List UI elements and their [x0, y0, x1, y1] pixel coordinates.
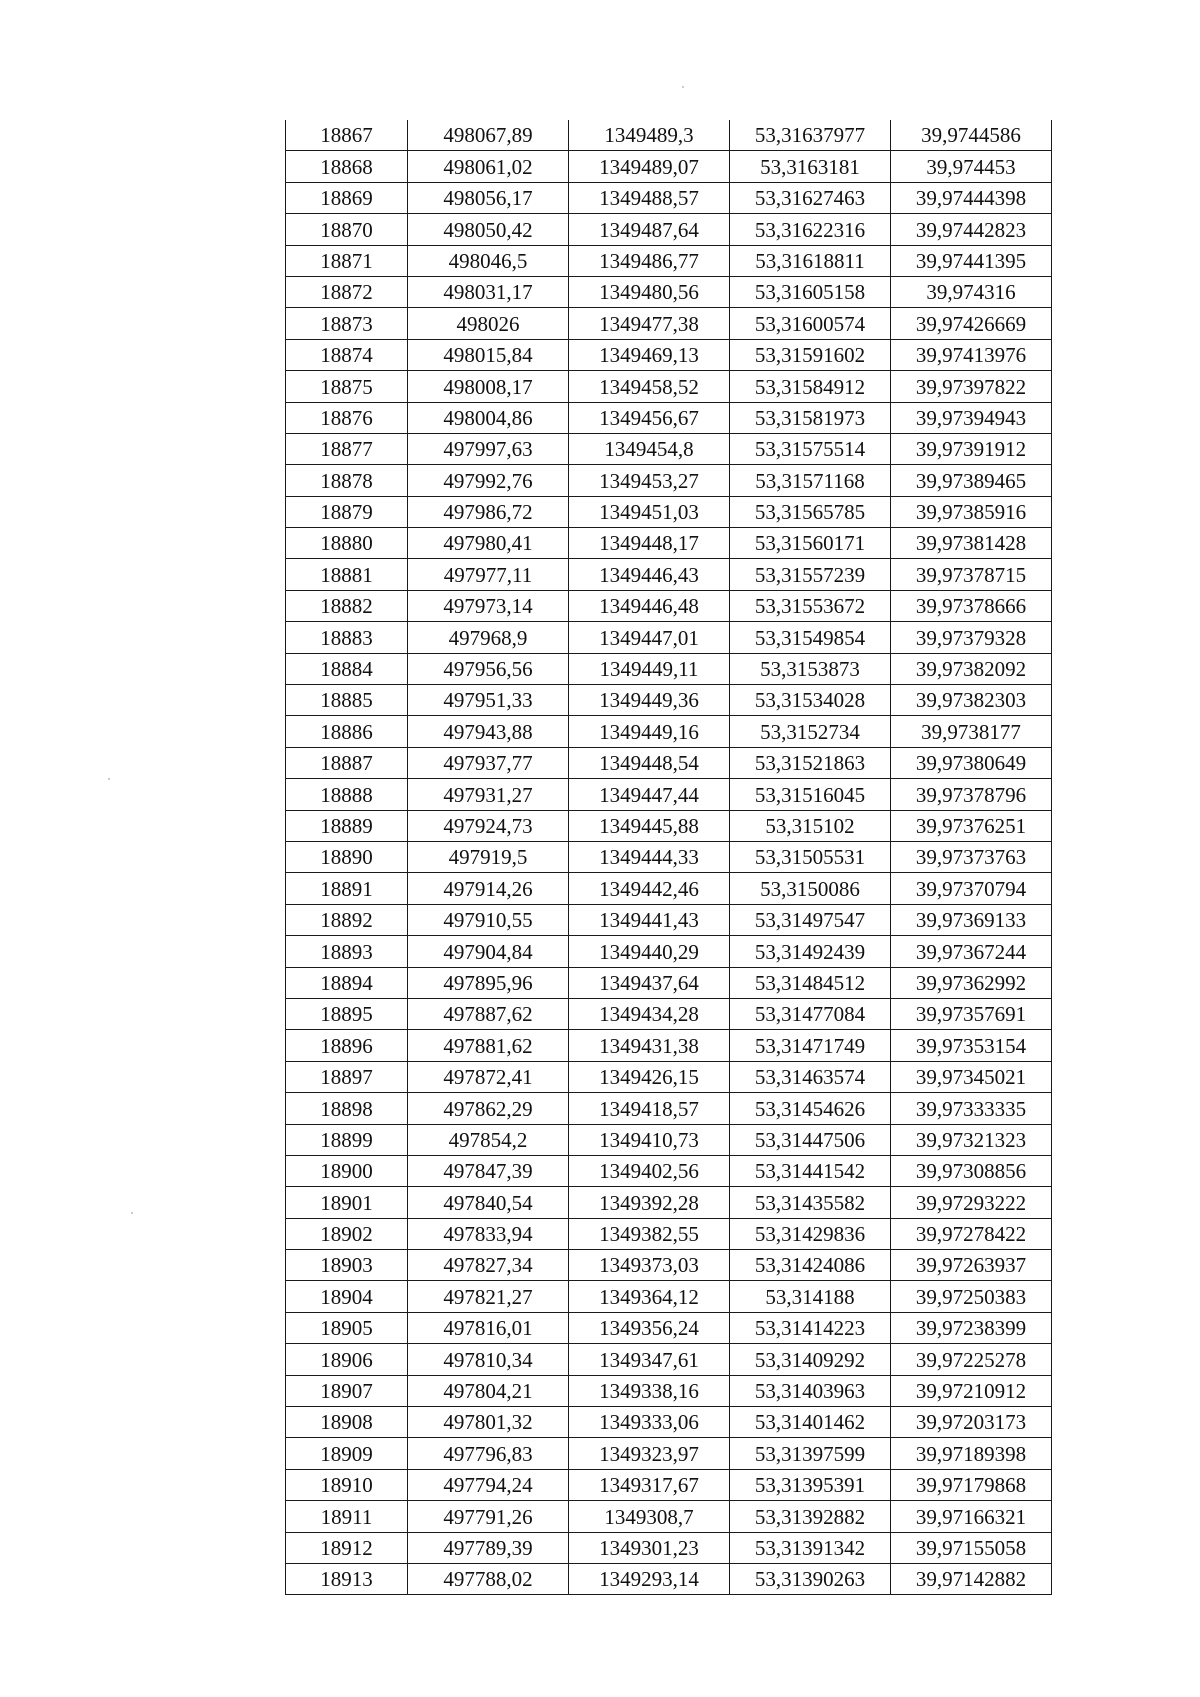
table-cell: 497904,84 [408, 936, 569, 967]
table-cell: 1349434,28 [569, 998, 730, 1029]
table-cell: 53,31584912 [730, 371, 891, 402]
table-cell: 53,3150086 [730, 873, 891, 904]
table-cell: 18874 [286, 339, 408, 370]
table-cell: 18908 [286, 1407, 408, 1438]
table-cell: 53,31441542 [730, 1155, 891, 1186]
table-cell: 18894 [286, 967, 408, 998]
table-cell: 497919,5 [408, 841, 569, 872]
table-cell: 39,97362992 [891, 967, 1052, 998]
table-row [286, 1155, 1052, 1186]
table-cell: 1349347,61 [569, 1344, 730, 1375]
table-cell: 53,31605158 [730, 276, 891, 307]
table-row [286, 685, 1052, 716]
table-cell: 53,31622316 [730, 214, 891, 245]
table-cell: 497977,11 [408, 559, 569, 590]
table-cell: 39,97378666 [891, 590, 1052, 621]
table-row [286, 1375, 1052, 1406]
table-cell: 39,97378715 [891, 559, 1052, 590]
table-cell: 18868 [286, 151, 408, 182]
table-cell: 53,31492439 [730, 936, 891, 967]
table-row [286, 1407, 1052, 1438]
table-cell: 498050,42 [408, 214, 569, 245]
table-cell: 18882 [286, 590, 408, 621]
table-cell: 39,97278422 [891, 1218, 1052, 1249]
table-cell: 53,31392882 [730, 1501, 891, 1532]
table-cell: 497827,34 [408, 1250, 569, 1281]
table-cell: 39,97353154 [891, 1030, 1052, 1061]
table-cell: 53,31424086 [730, 1250, 891, 1281]
table-cell: 1349373,03 [569, 1250, 730, 1281]
table-cell: 497986,72 [408, 496, 569, 527]
table-cell: 53,31521863 [730, 747, 891, 778]
table-cell: 39,97444398 [891, 182, 1052, 213]
table-cell: 1349293,14 [569, 1563, 730, 1594]
table-cell: 1349453,27 [569, 465, 730, 496]
table-cell: 39,97381428 [891, 528, 1052, 559]
table-cell: 1349323,97 [569, 1438, 730, 1469]
table-cell: 1349486,77 [569, 245, 730, 276]
table-cell: 53,31397599 [730, 1438, 891, 1469]
table-cell: 1349487,64 [569, 214, 730, 245]
table-cell: 18879 [286, 496, 408, 527]
scan-speck [108, 778, 110, 780]
table-cell: 53,31471749 [730, 1030, 891, 1061]
table-cell: 18880 [286, 528, 408, 559]
table-cell: 53,31575514 [730, 433, 891, 464]
table-cell: 39,97441395 [891, 245, 1052, 276]
table-cell: 18906 [286, 1344, 408, 1375]
table-cell: 18898 [286, 1093, 408, 1124]
table-cell: 1349447,01 [569, 622, 730, 653]
table-cell: 497801,32 [408, 1407, 569, 1438]
table-cell: 18907 [286, 1375, 408, 1406]
table-cell: 53,315102 [730, 810, 891, 841]
table-row [286, 653, 1052, 684]
table-cell: 18913 [286, 1563, 408, 1594]
table-cell: 39,97166321 [891, 1501, 1052, 1532]
table-cell: 497789,39 [408, 1532, 569, 1563]
table-cell: 39,97376251 [891, 810, 1052, 841]
table-cell: 53,31549854 [730, 622, 891, 653]
table-row [286, 371, 1052, 402]
table-cell: 18870 [286, 214, 408, 245]
table-cell: 53,31571168 [730, 465, 891, 496]
table-cell: 1349440,29 [569, 936, 730, 967]
table-cell: 39,97370794 [891, 873, 1052, 904]
table-row [286, 214, 1052, 245]
table-cell: 53,31591602 [730, 339, 891, 370]
table-cell: 18904 [286, 1281, 408, 1312]
table-row [286, 1438, 1052, 1469]
scan-speck [131, 1212, 133, 1214]
table-cell: 18911 [286, 1501, 408, 1532]
table-cell: 498046,5 [408, 245, 569, 276]
table-cell: 53,31391342 [730, 1532, 891, 1563]
table-row [286, 402, 1052, 433]
table-cell: 497914,26 [408, 873, 569, 904]
table-cell: 497887,62 [408, 998, 569, 1029]
table-cell: 39,97369133 [891, 904, 1052, 935]
table-cell: 53,31637977 [730, 120, 891, 151]
table-cell: 18900 [286, 1155, 408, 1186]
table-cell: 497931,27 [408, 779, 569, 810]
table-row [286, 904, 1052, 935]
table-cell: 53,31557239 [730, 559, 891, 590]
table-cell: 39,97357691 [891, 998, 1052, 1029]
table-cell: 497992,76 [408, 465, 569, 496]
table-cell: 53,3163181 [730, 151, 891, 182]
table-row [286, 1061, 1052, 1092]
table-cell: 39,97397822 [891, 371, 1052, 402]
table-cell: 18895 [286, 998, 408, 1029]
table-cell: 498067,89 [408, 120, 569, 151]
table-row [286, 1250, 1052, 1281]
table-row [286, 873, 1052, 904]
table-cell: 39,9738177 [891, 716, 1052, 747]
table-cell: 498008,17 [408, 371, 569, 402]
table-row [286, 496, 1052, 527]
coordinates-table [285, 120, 1052, 1595]
table-cell: 1349458,52 [569, 371, 730, 402]
table-cell: 18884 [286, 653, 408, 684]
table-cell: 18871 [286, 245, 408, 276]
table-cell: 18885 [286, 685, 408, 716]
table-cell: 39,97179868 [891, 1469, 1052, 1500]
table-cell: 1349477,38 [569, 308, 730, 339]
table-cell: 497973,14 [408, 590, 569, 621]
table-cell: 1349469,13 [569, 339, 730, 370]
table-cell: 497833,94 [408, 1218, 569, 1249]
table-cell: 1349333,06 [569, 1407, 730, 1438]
table-cell: 39,97379328 [891, 622, 1052, 653]
table-cell: 18878 [286, 465, 408, 496]
table-cell: 498031,17 [408, 276, 569, 307]
table-row [286, 1187, 1052, 1218]
table-cell: 18890 [286, 841, 408, 872]
table-cell: 498026 [408, 308, 569, 339]
table-cell: 18902 [286, 1218, 408, 1249]
table-cell: 1349317,67 [569, 1469, 730, 1500]
table-row [286, 465, 1052, 496]
table-cell: 497968,9 [408, 622, 569, 653]
table-cell: 39,974316 [891, 276, 1052, 307]
table-cell: 497895,96 [408, 967, 569, 998]
table-cell: 53,3153873 [730, 653, 891, 684]
table-cell: 497881,62 [408, 1030, 569, 1061]
table-cell: 497854,2 [408, 1124, 569, 1155]
table-cell: 18905 [286, 1312, 408, 1343]
table-cell: 18875 [286, 371, 408, 402]
table-row [286, 120, 1052, 151]
table-cell: 497796,83 [408, 1438, 569, 1469]
table-cell: 1349488,57 [569, 182, 730, 213]
table-cell: 39,97367244 [891, 936, 1052, 967]
table-cell: 1349392,28 [569, 1187, 730, 1218]
table-cell: 53,31534028 [730, 685, 891, 716]
table-cell: 39,97210912 [891, 1375, 1052, 1406]
table-row [286, 1501, 1052, 1532]
table-cell: 1349301,23 [569, 1532, 730, 1563]
table-cell: 53,31401462 [730, 1407, 891, 1438]
table-row [286, 810, 1052, 841]
table-cell: 18867 [286, 120, 408, 151]
table-cell: 1349447,44 [569, 779, 730, 810]
table-row [286, 1030, 1052, 1061]
table-cell: 1349445,88 [569, 810, 730, 841]
table-cell: 497791,26 [408, 1501, 569, 1532]
table-cell: 18887 [286, 747, 408, 778]
table-cell: 53,31484512 [730, 967, 891, 998]
table-cell: 18888 [286, 779, 408, 810]
table-cell: 53,31395391 [730, 1469, 891, 1500]
table-row [286, 1093, 1052, 1124]
table-cell: 53,31516045 [730, 779, 891, 810]
table-cell: 497937,77 [408, 747, 569, 778]
table-row [286, 967, 1052, 998]
table-cell: 53,31553672 [730, 590, 891, 621]
table-cell: 1349449,16 [569, 716, 730, 747]
table-cell: 497924,73 [408, 810, 569, 841]
table-row [286, 622, 1052, 653]
table-row [286, 936, 1052, 967]
table-cell: 497794,24 [408, 1469, 569, 1500]
table-cell: 39,97389465 [891, 465, 1052, 496]
table-cell: 1349418,57 [569, 1093, 730, 1124]
table-cell: 39,97225278 [891, 1344, 1052, 1375]
table-cell: 53,31477084 [730, 998, 891, 1029]
table-cell: 1349338,16 [569, 1375, 730, 1406]
table-cell: 18893 [286, 936, 408, 967]
table-cell: 39,97189398 [891, 1438, 1052, 1469]
table-row [286, 747, 1052, 778]
table-cell: 39,97378796 [891, 779, 1052, 810]
table-cell: 498061,02 [408, 151, 569, 182]
table-cell: 1349451,03 [569, 496, 730, 527]
table-cell: 39,97203173 [891, 1407, 1052, 1438]
table-cell: 39,9744586 [891, 120, 1052, 151]
table-cell: 1349489,07 [569, 151, 730, 182]
table-cell: 53,31409292 [730, 1344, 891, 1375]
table-cell: 53,31560171 [730, 528, 891, 559]
table-cell: 39,97391912 [891, 433, 1052, 464]
table-cell: 53,31463574 [730, 1061, 891, 1092]
table-cell: 53,31581973 [730, 402, 891, 433]
table-cell: 18901 [286, 1187, 408, 1218]
table-cell: 53,31600574 [730, 308, 891, 339]
table-cell: 497862,29 [408, 1093, 569, 1124]
table-row [286, 1218, 1052, 1249]
table-cell: 497816,01 [408, 1312, 569, 1343]
table-cell: 497980,41 [408, 528, 569, 559]
table-cell: 1349448,54 [569, 747, 730, 778]
table-cell: 498056,17 [408, 182, 569, 213]
table-cell: 18873 [286, 308, 408, 339]
table-row [286, 590, 1052, 621]
table-cell: 18896 [286, 1030, 408, 1061]
table-cell: 39,97413976 [891, 339, 1052, 370]
table-cell: 1349364,12 [569, 1281, 730, 1312]
table-cell: 497956,56 [408, 653, 569, 684]
table-cell: 497872,41 [408, 1061, 569, 1092]
table-cell: 53,31454626 [730, 1093, 891, 1124]
table-cell: 18883 [286, 622, 408, 653]
table-row [286, 276, 1052, 307]
table-cell: 39,97382092 [891, 653, 1052, 684]
table-cell: 39,97426669 [891, 308, 1052, 339]
table-cell: 39,97394943 [891, 402, 1052, 433]
table-row [286, 245, 1052, 276]
table-cell: 1349448,17 [569, 528, 730, 559]
table-cell: 39,97250383 [891, 1281, 1052, 1312]
table-row [286, 779, 1052, 810]
table-cell: 53,31447506 [730, 1124, 891, 1155]
table-cell: 497997,63 [408, 433, 569, 464]
table-cell: 498015,84 [408, 339, 569, 370]
table-cell: 18897 [286, 1061, 408, 1092]
table-row [286, 151, 1052, 182]
table-cell: 497951,33 [408, 685, 569, 716]
table-cell: 497840,54 [408, 1187, 569, 1218]
table-cell: 39,97333335 [891, 1093, 1052, 1124]
table-cell: 1349456,67 [569, 402, 730, 433]
table-cell: 1349454,8 [569, 433, 730, 464]
table-cell: 39,974453 [891, 151, 1052, 182]
table-cell: 18909 [286, 1438, 408, 1469]
table-cell: 39,97238399 [891, 1312, 1052, 1343]
table-cell: 497821,27 [408, 1281, 569, 1312]
table-cell: 39,97308856 [891, 1155, 1052, 1186]
table-cell: 18889 [286, 810, 408, 841]
table-row [286, 308, 1052, 339]
table-cell: 1349449,11 [569, 653, 730, 684]
table-cell: 18886 [286, 716, 408, 747]
table-cell: 39,97442823 [891, 214, 1052, 245]
table-row [286, 1563, 1052, 1594]
table-cell: 53,31390263 [730, 1563, 891, 1594]
table-cell: 53,31497547 [730, 904, 891, 935]
table-cell: 53,31505531 [730, 841, 891, 872]
table-cell: 497910,55 [408, 904, 569, 935]
table-cell: 18910 [286, 1469, 408, 1500]
table-row [286, 1469, 1052, 1500]
table-cell: 1349410,73 [569, 1124, 730, 1155]
table-cell: 18899 [286, 1124, 408, 1155]
table-cell: 53,31429836 [730, 1218, 891, 1249]
table-cell: 1349446,48 [569, 590, 730, 621]
table-cell: 18877 [286, 433, 408, 464]
table-row [286, 716, 1052, 747]
table-cell: 53,3152734 [730, 716, 891, 747]
table-cell: 18881 [286, 559, 408, 590]
table-cell: 1349356,24 [569, 1312, 730, 1343]
table-row [286, 841, 1052, 872]
table-cell: 39,97155058 [891, 1532, 1052, 1563]
table-row [286, 1124, 1052, 1155]
table-cell: 53,31414223 [730, 1312, 891, 1343]
table-cell: 497788,02 [408, 1563, 569, 1594]
table-cell: 53,31435582 [730, 1187, 891, 1218]
table-cell: 53,31403963 [730, 1375, 891, 1406]
table-cell: 1349426,15 [569, 1061, 730, 1092]
table-cell: 39,97385916 [891, 496, 1052, 527]
table-cell: 18892 [286, 904, 408, 935]
table-cell: 39,97293222 [891, 1187, 1052, 1218]
table-cell: 53,314188 [730, 1281, 891, 1312]
table-cell: 18891 [286, 873, 408, 904]
table-cell: 1349489,3 [569, 120, 730, 151]
table-cell: 1349437,64 [569, 967, 730, 998]
table-cell: 1349308,7 [569, 1501, 730, 1532]
table-cell: 18869 [286, 182, 408, 213]
table-cell: 39,97382303 [891, 685, 1052, 716]
table-cell: 1349449,36 [569, 685, 730, 716]
table-row [286, 339, 1052, 370]
coordinates-table-body [286, 120, 1052, 1595]
table-row [286, 1532, 1052, 1563]
table-cell: 497847,39 [408, 1155, 569, 1186]
table-row [286, 998, 1052, 1029]
table-cell: 39,97345021 [891, 1061, 1052, 1092]
table-cell: 1349382,55 [569, 1218, 730, 1249]
table-cell: 39,97263937 [891, 1250, 1052, 1281]
table-row [286, 528, 1052, 559]
table-cell: 1349444,33 [569, 841, 730, 872]
table-row [286, 1312, 1052, 1343]
table-cell: 39,97373763 [891, 841, 1052, 872]
table-row [286, 559, 1052, 590]
table-cell: 497804,21 [408, 1375, 569, 1406]
table-cell: 497810,34 [408, 1344, 569, 1375]
table-cell: 39,97142882 [891, 1563, 1052, 1594]
table-cell: 1349431,38 [569, 1030, 730, 1061]
table-row [286, 433, 1052, 464]
table-cell: 1349442,46 [569, 873, 730, 904]
table-cell: 53,31627463 [730, 182, 891, 213]
table-cell: 497943,88 [408, 716, 569, 747]
table-cell: 18876 [286, 402, 408, 433]
table-row [286, 182, 1052, 213]
table-row [286, 1344, 1052, 1375]
table-cell: 1349446,43 [569, 559, 730, 590]
table-cell: 18903 [286, 1250, 408, 1281]
table-cell: 18872 [286, 276, 408, 307]
table-cell: 498004,86 [408, 402, 569, 433]
table-cell: 39,97380649 [891, 747, 1052, 778]
table-cell: 18912 [286, 1532, 408, 1563]
table-cell: 1349480,56 [569, 276, 730, 307]
table-cell: 39,97321323 [891, 1124, 1052, 1155]
table-cell: 53,31565785 [730, 496, 891, 527]
table-cell: 1349402,56 [569, 1155, 730, 1186]
table-row [286, 1281, 1052, 1312]
table-cell: 53,31618811 [730, 245, 891, 276]
table-cell: 1349441,43 [569, 904, 730, 935]
scan-speck [682, 86, 684, 88]
